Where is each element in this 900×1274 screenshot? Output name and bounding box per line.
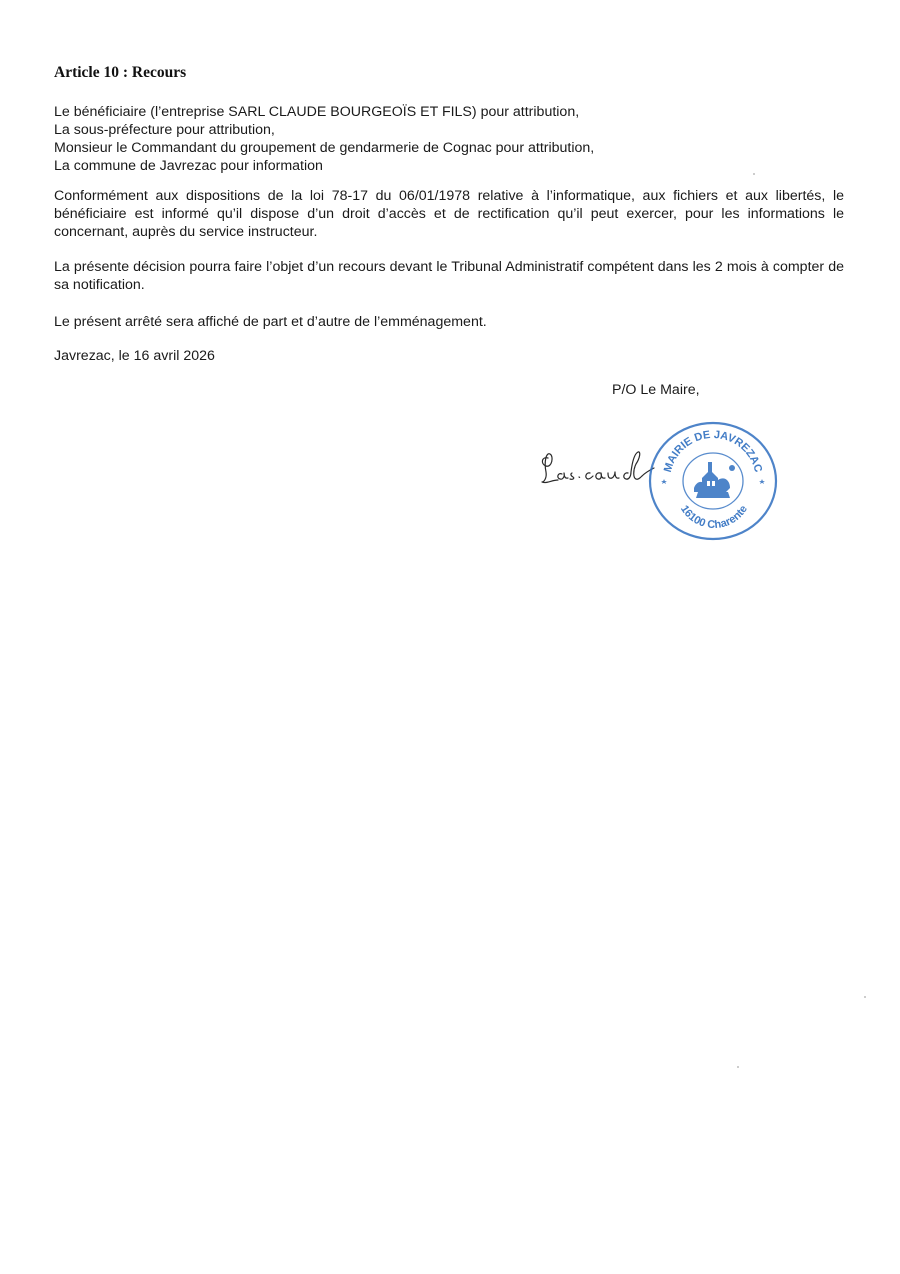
recipient-line: Le bénéficiaire (l’entreprise SARL CLAUDE BOURGEOÏS ET FILS) pour attribution, <box>54 104 580 120</box>
stamp-bottom-text: 16100 Charente <box>677 503 751 532</box>
article-heading: Article 10 : Recours <box>54 64 187 81</box>
official-stamp <box>646 418 780 544</box>
appeal-paragraph: La présente décision pourra faire l’objet d’un recours devant le Tribunal Administratif compétent dans les 2 mois à compter de sa notification. <box>54 259 844 293</box>
recipients-list <box>54 103 844 175</box>
stamp-top-text: MAIRIE DE JAVREZAC <box>661 428 765 474</box>
place-date-line: Javrezac, le 16 avril 2026 <box>54 348 215 364</box>
scan-speck <box>864 996 866 998</box>
recipient-line: La sous-préfecture pour attribution, <box>54 122 275 138</box>
handwritten-signature <box>538 446 660 492</box>
scan-speck <box>753 173 755 175</box>
posting-paragraph: Le présent arrêté sera affiché de part et d’autre de l’emménagement. <box>54 314 487 330</box>
scan-speck <box>737 1066 739 1068</box>
signatory-line: P/O Le Maire, <box>612 382 700 398</box>
recipient-line: Monsieur le Commandant du groupement de gendarmerie de Cognac pour attribution, <box>54 140 595 156</box>
data-protection-paragraph: Conformément aux dispositions de la loi 78-17 du 06/01/1978 relative à l’informatique, aux fichiers et aux libertés, le bénéficiaire est informé qu’il dispose d’un droit d’accès et de rectification qu’il peut exercer, pour les informations le concernant, auprès du service instructeur. <box>54 188 844 240</box>
recipient-line: La commune de Javrezac pour information <box>54 158 323 174</box>
